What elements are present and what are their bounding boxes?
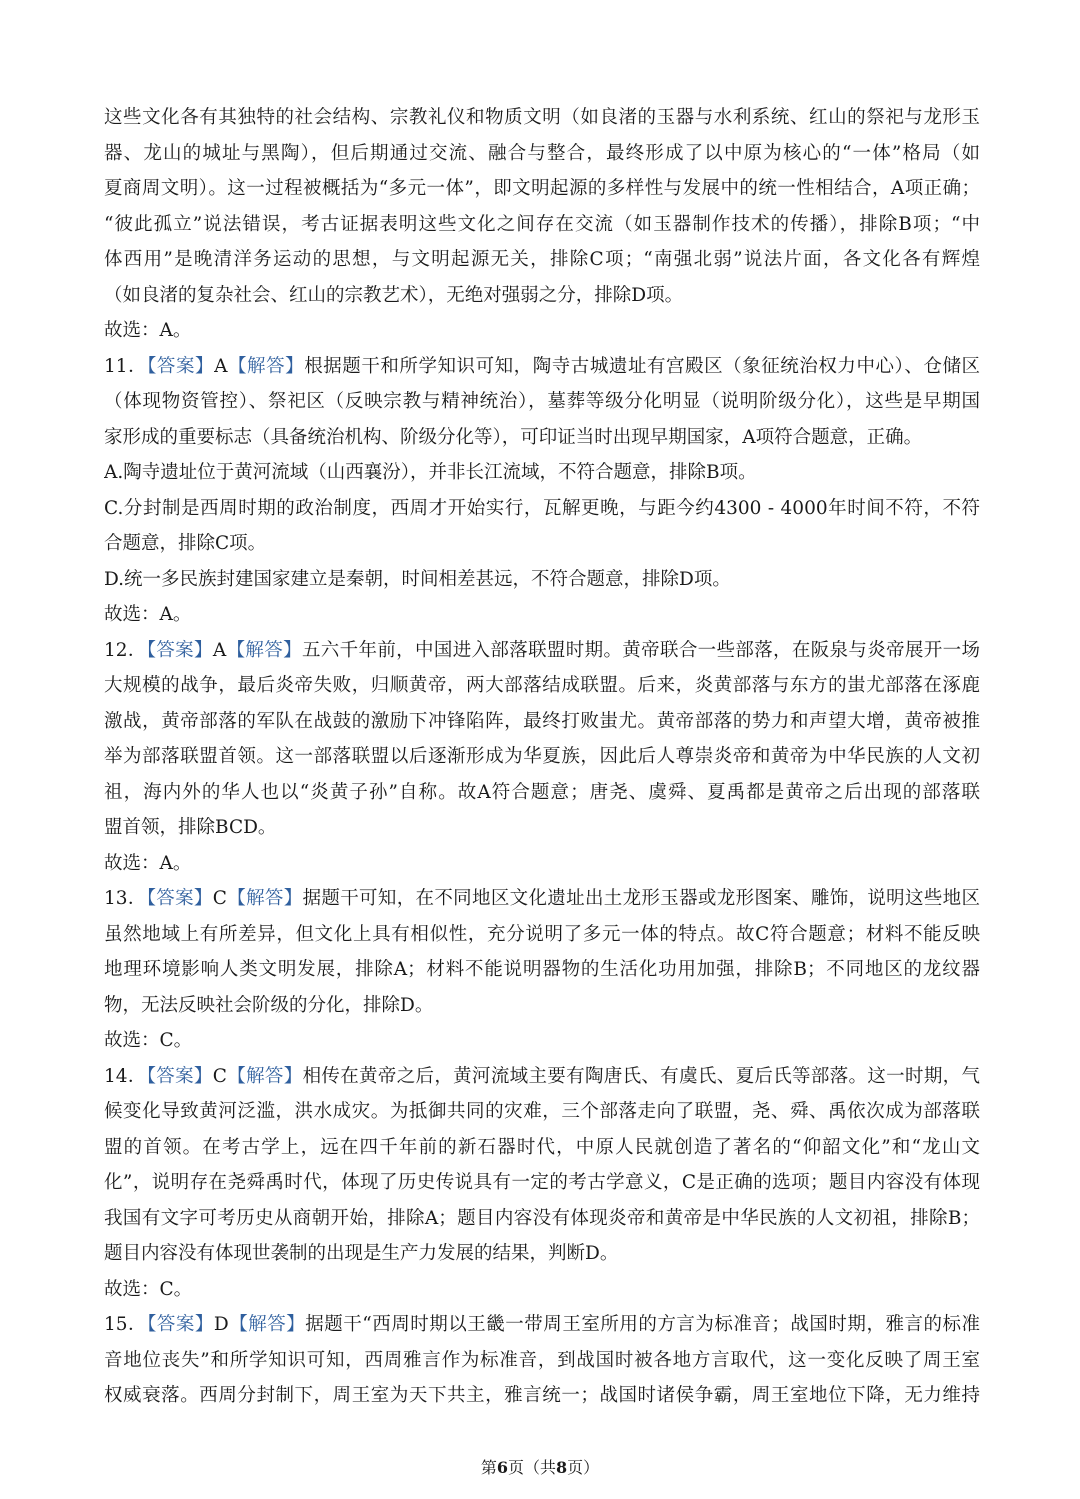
text-line <box>104 1343 980 1379</box>
text-line <box>104 704 980 740</box>
question-answer-line <box>104 1059 980 1095</box>
answer-letter: D <box>213 1314 229 1335</box>
answer-tag: 【答案】 <box>146 639 213 661</box>
text-line <box>104 207 980 243</box>
text-line <box>104 1236 980 1272</box>
answer-letter: C <box>212 1065 227 1087</box>
question-answer-line <box>104 349 980 385</box>
solution-tag: 【解答】 <box>228 1314 306 1335</box>
line-text: 体西用”是晚清洋务运动的思想，与文明起源无关，排除C项；“南强北弱”说法片面，各文化各有辉煌 <box>104 249 980 270</box>
line-text: 激战，黄帝部落的军队在战鼓的激励下冲锋陷阵，最终打败蚩尤。黄帝部落的势力和声望大增，黄帝被推 <box>104 710 980 732</box>
line-text: 相传在黄帝之后，黄河流域主要有陶唐氏、有虞氏、夏后氏等部落。这一时期，气 <box>302 1065 980 1087</box>
line-text: 根据题干和所学知识可知，陶寺古城遗址有宫殿区（象征统治权力中心）、仓储区 <box>304 355 980 377</box>
text-line <box>104 952 980 988</box>
line-text: （如良渚的复杂社会、红山的宗教艺术），无绝对强弱之分，排除D项。 <box>104 284 684 306</box>
text-line <box>104 313 980 349</box>
question-number: 15． <box>104 1314 148 1335</box>
footer-prefix: 第 <box>480 1458 497 1477</box>
line-text: 地理环境影响人类文明发展，排除A；材料不能说明器物的生活化功用加强，排除B；不同地区的龙纹器 <box>104 959 980 980</box>
text-line <box>104 597 980 633</box>
answer-tag: 【答案】 <box>147 355 215 377</box>
line-text: 故选：C。 <box>104 1278 193 1300</box>
text-line <box>104 1378 980 1414</box>
line-text: 夏商周文明）。这一过程被概括为“多元一体”，即文明起源的多样性与发展中的统一性相结合，A项正确； <box>104 178 980 199</box>
line-text: 候变化导致黄河泛滥，洪水成灾。为抵御共同的灾难，三个部落走向了联盟，尧、舜、禹依次成为部落联 <box>104 1101 980 1122</box>
line-text: 题目内容没有体现世袭制的出现是生产力发展的结果，判断D。 <box>104 1243 619 1264</box>
line-text: 音地位丧失”和所学知识可知，西周雅言作为标准音，到战国时被各地方言取代，这一变化反映了周王室 <box>104 1349 980 1371</box>
line-text: 盟首领，排除BCD。 <box>104 817 277 838</box>
text-line <box>104 810 980 846</box>
line-text: 故选：A。 <box>104 320 192 341</box>
text-line <box>104 1023 980 1059</box>
question-number: 12． <box>104 639 147 661</box>
text-line <box>104 775 980 811</box>
text-line <box>104 171 980 207</box>
line-text: 据题干“西周时期以王畿一带周王室所用的方言为标准音；战国时期，雅言的标准 <box>305 1314 980 1335</box>
text-line <box>104 739 980 775</box>
text-line <box>104 526 980 562</box>
text-line <box>104 917 980 953</box>
footer-page-number: 6 <box>496 1458 508 1477</box>
line-text: 合题意，排除C项。 <box>104 533 267 554</box>
footer-middle: 页（共 <box>507 1458 556 1477</box>
text-line <box>104 384 980 420</box>
document-body <box>104 100 980 1414</box>
line-text: 故选：C。 <box>104 1030 193 1051</box>
solution-tag: 【解答】 <box>226 888 303 909</box>
text-line <box>104 562 980 598</box>
text-line <box>104 1130 980 1166</box>
question-number: 13． <box>104 888 147 909</box>
line-text: 故选：A。 <box>104 604 192 625</box>
text-line <box>104 455 980 491</box>
solution-tag: 【解答】 <box>227 355 305 377</box>
solution-tag: 【解答】 <box>226 639 302 661</box>
line-text: 化”，说明存在尧舜禹时代，体现了历史传说具有一定的考古学意义，C是正确的选项；题目内容没有体现 <box>104 1172 980 1193</box>
text-line <box>104 242 980 278</box>
question-answer-line <box>104 881 980 917</box>
line-text: 物，无法反映社会阶级的分化，排除D。 <box>104 994 434 1016</box>
line-text: 我国有文字可考历史从商朝开始，排除A；题目内容没有体现炎帝和黄帝是中华民族的人文初祖，排除B； <box>104 1207 980 1229</box>
line-text: 举为部落联盟首领。这一部落联盟以后逐渐形成为华夏族，因此后人尊崇炎帝和黄帝为中华民族的人文初 <box>104 746 980 767</box>
line-text: 五六千年前，中国进入部落联盟时期。黄帝联合一些部落，在阪泉与炎帝展开一场 <box>301 639 980 661</box>
text-line <box>104 846 980 882</box>
text-line <box>104 491 980 527</box>
question-answer-line <box>104 1307 980 1343</box>
text-line <box>104 1165 980 1201</box>
line-text: 据题干可知，在不同地区文化遗址出土龙形玉器或龙形图案、雕饰，说明这些地区 <box>302 888 980 909</box>
line-text: 器、龙山的城址与黑陶），但后期通过交流、融合与整合，最终形成了以中原为核心的“一体”格局（如 <box>104 142 980 164</box>
text-line <box>104 1201 980 1237</box>
text-line <box>104 420 980 456</box>
text-line <box>104 136 980 172</box>
text-line <box>104 668 980 704</box>
line-text: 家形成的重要标志（具备统治机构、阶级分化等），可印证当时出现早期国家，A项符合题意，正确。 <box>104 426 923 448</box>
line-text: 故选：A。 <box>104 852 192 874</box>
answer-letter: C <box>212 888 227 909</box>
line-text: 盟的首领。在考古学上，远在四千年前的新石器时代，中原人民就创造了著名的“仰韶文化”和“龙山文 <box>104 1136 980 1158</box>
question-number: 14． <box>104 1065 147 1087</box>
text-line <box>104 1094 980 1130</box>
line-text: C.分封制是西周时期的政治制度，西周才开始实行，瓦解更晚，与距今约4300 - 4000年时间不符，不符 <box>104 497 980 519</box>
answer-letter: A <box>212 639 227 661</box>
line-text: （体现物资管控）、祭祀区（反映宗教与精神统治），墓葬等级分化明显（说明阶级分化），这些是早期国 <box>104 391 980 412</box>
text-line <box>104 278 980 314</box>
footer-suffix: 页） <box>567 1458 600 1477</box>
line-text: 祖，海内外的华人也以“炎黄子孙”自称。故A符合题意；唐尧、虞舜、夏禹都是黄帝之后出现的部落联 <box>104 781 980 803</box>
line-text: “彼此孤立”说法错误，考古证据表明这些文化之间存在交流（如玉器制作技术的传播），排除B项；“中 <box>104 213 980 235</box>
answer-letter: A <box>214 355 228 377</box>
answer-tag: 【答案】 <box>147 1314 214 1335</box>
line-text: A.陶寺遗址位于黄河流域（山西襄汾），并非长江流域，不符合题意，排除B项。 <box>104 462 757 483</box>
text-line <box>104 1272 980 1308</box>
solution-tag: 【解答】 <box>226 1065 303 1087</box>
line-text: 权威衰落。西周分封制下，周王室为天下共主，雅言统一；战国时诸侯争霸，周王室地位下降，无力维持 <box>104 1385 980 1406</box>
question-answer-line <box>104 633 980 669</box>
answer-tag: 【答案】 <box>146 888 213 909</box>
line-text: 大规模的战争，最后炎帝失败，归顺黄帝，两大部落结成联盟。后来，炎黄部落与东方的蚩尤部落在涿鹿 <box>104 675 980 696</box>
line-text: 这些文化各有其独特的社会结构、宗教礼仪和物质文明（如良渚的玉器与水利系统、红山的祭祀与龙形玉 <box>104 107 980 128</box>
line-text: D.统一多民族封建国家建立是秦朝，时间相差甚远，不符合题意，排除D项。 <box>104 568 731 590</box>
answer-tag: 【答案】 <box>146 1065 213 1087</box>
text-line <box>104 988 980 1024</box>
text-line <box>104 100 980 136</box>
question-number: 11． <box>104 355 148 377</box>
footer-total-pages: 8 <box>556 1458 568 1477</box>
page-footer <box>0 1455 1080 1478</box>
line-text: 虽然地域上有所差异，但文化上具有相似性，充分说明了多元一体的特点。故C符合题意；材料不能反映 <box>104 923 980 945</box>
